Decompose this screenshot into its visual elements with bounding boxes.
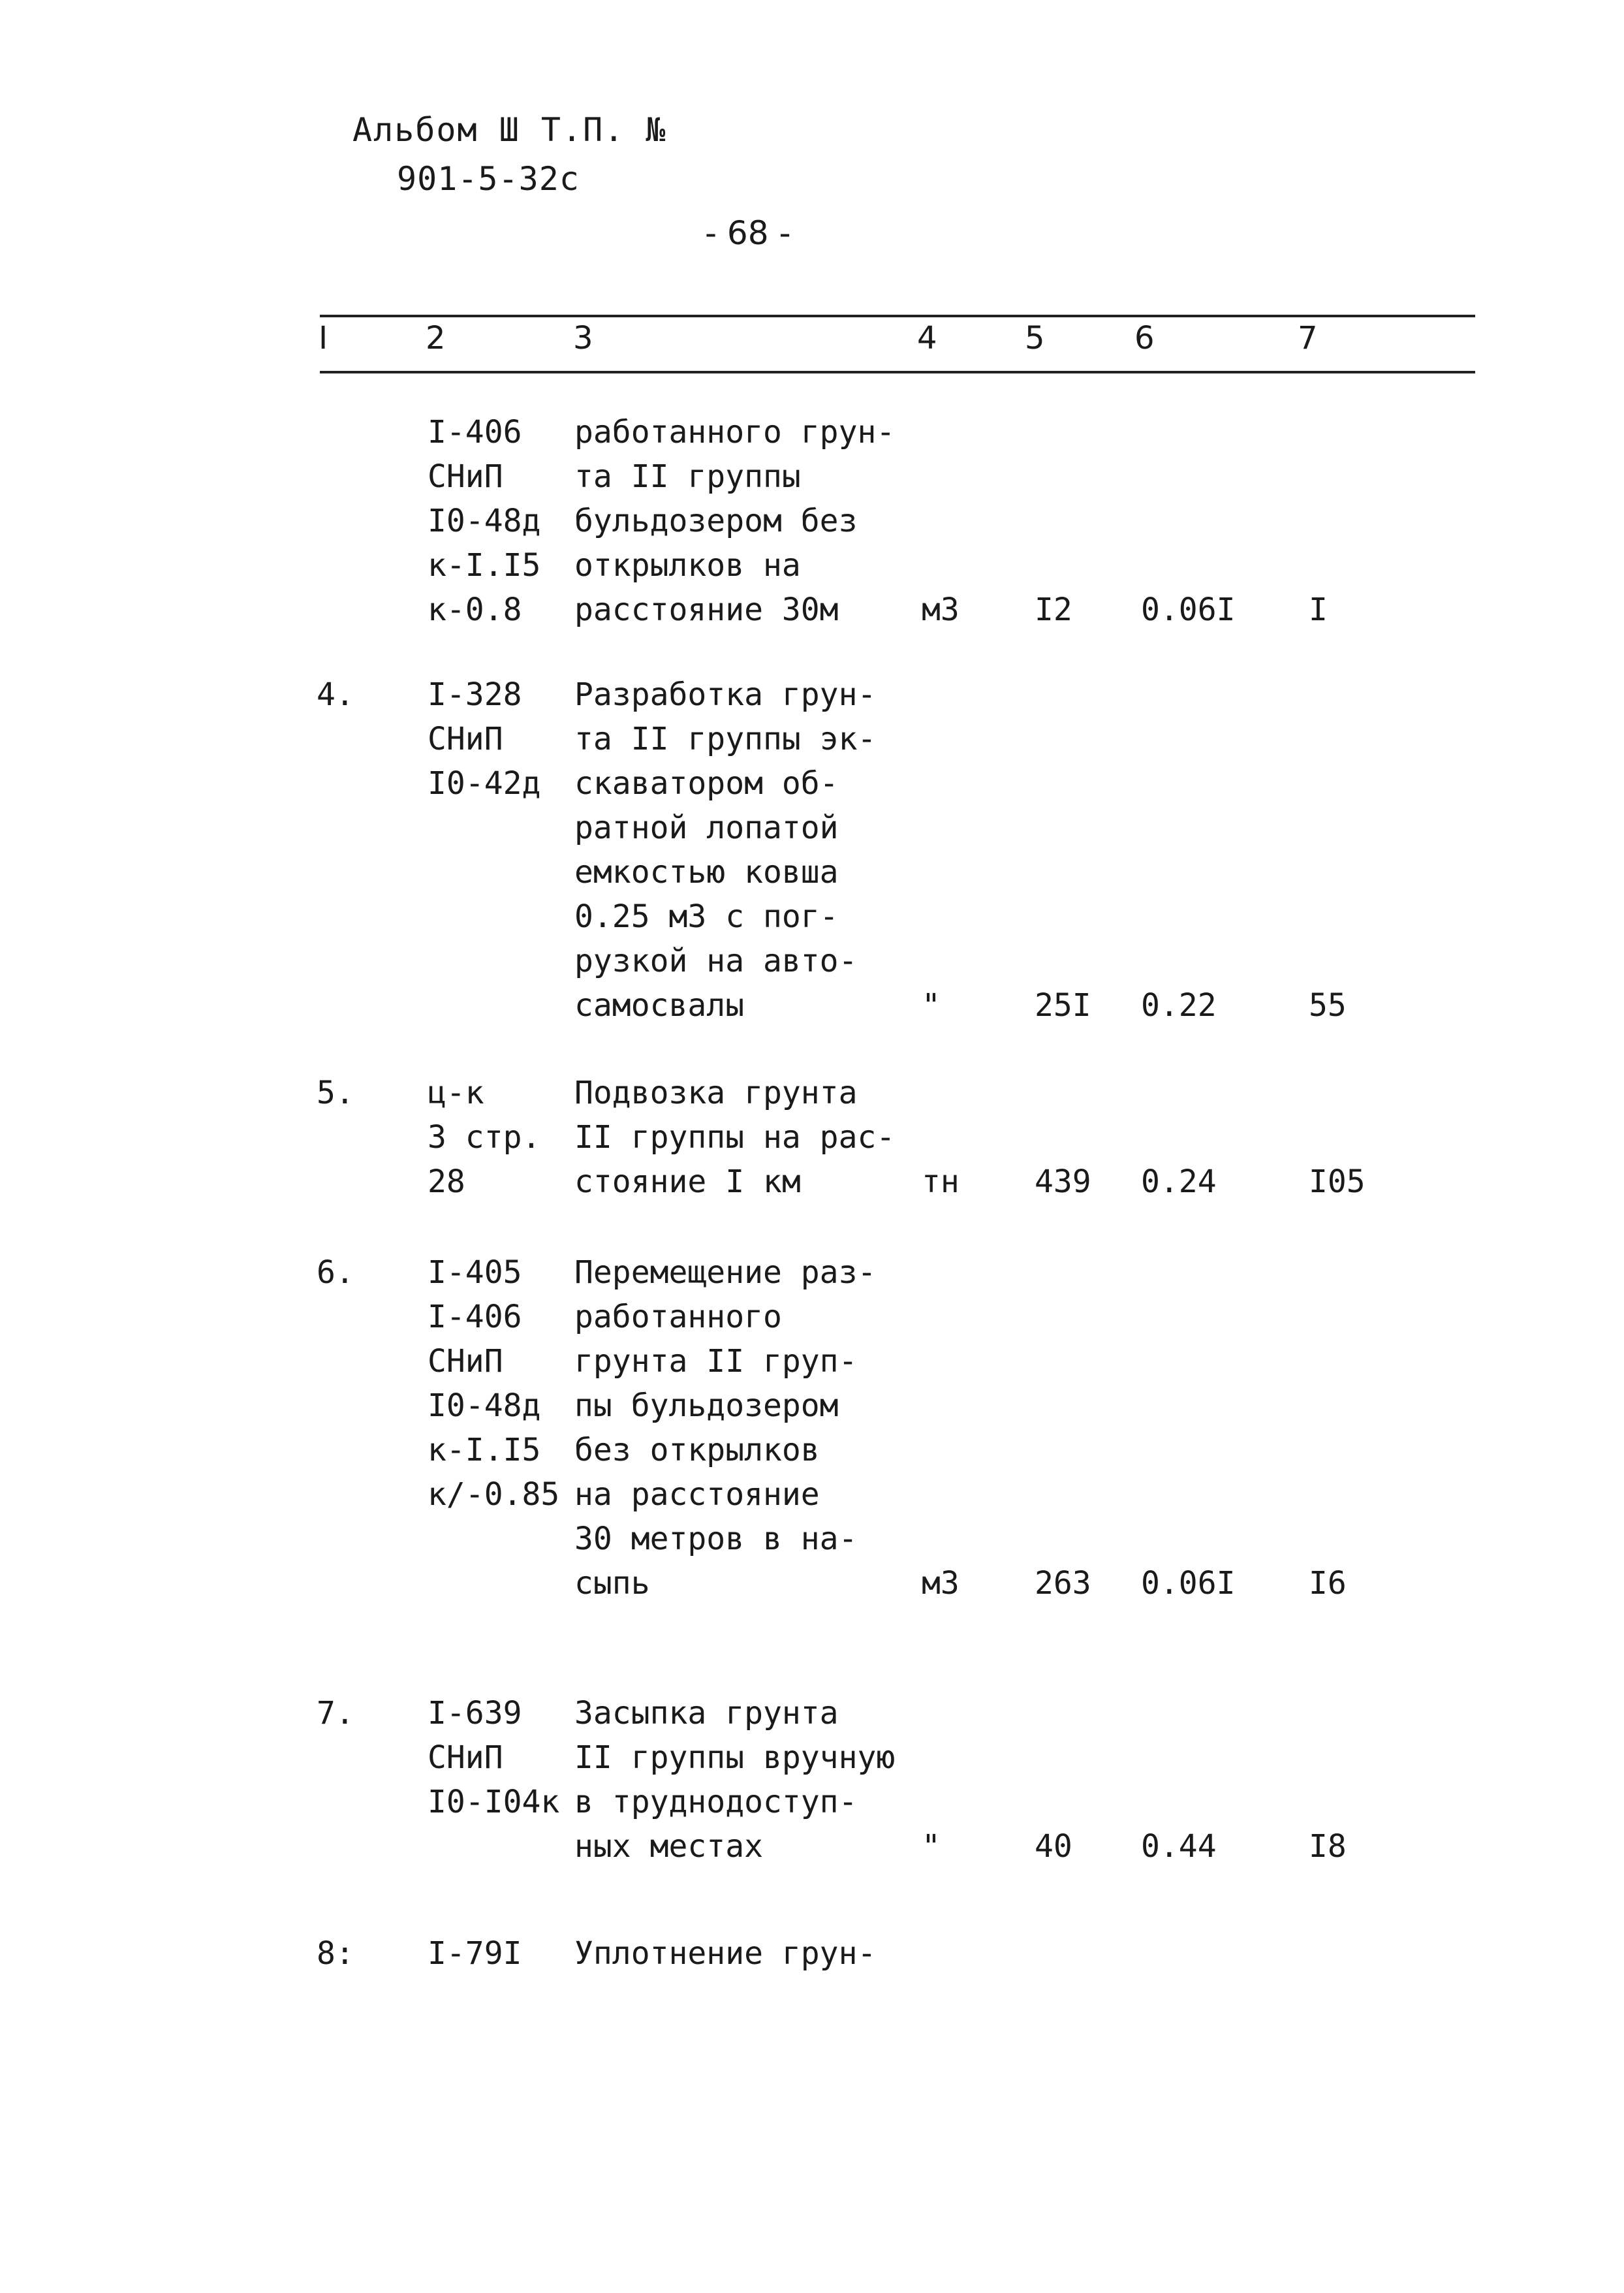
work-description-line: грунта II груп- [574,1343,858,1380]
work-description [574,1250,876,1605]
norm-reference-line: к-I.I5 [428,1432,541,1468]
work-description-line: на расстояние [574,1476,820,1513]
norm-reference-line: I-328 [428,676,522,713]
quantity-cell: I2 [1035,592,1072,628]
norm-cell: 0.22 [1141,987,1217,1024]
column-header-2: 2 [426,320,446,356]
work-description [574,1931,876,1976]
work-description-line: та II группы [574,458,801,495]
work-description-line: та II группы эк- [574,721,877,757]
work-description-line: 0.25 м3 с пог- [574,898,839,935]
total-cell: 55 [1309,987,1347,1024]
norm-cell: 0.06I [1141,592,1236,628]
work-description-line: стояние I км [574,1163,801,1200]
work-description-line: Разработка грун- [574,676,877,713]
work-description-line: открылков на [574,547,801,584]
table-top-rule [320,315,1475,317]
unit-cell: м3 [922,1565,960,1602]
column-header-7: 7 [1298,320,1318,356]
project-code: 901-5-32с [397,160,580,198]
norm-reference-line: I0-48д [428,1387,541,1424]
column-header-6: 6 [1134,320,1155,356]
work-description-line: самосвалы [574,987,745,1024]
work-description-line: сыпь [574,1565,650,1602]
total-cell: I05 [1309,1163,1366,1200]
work-description-line: рузкой на авто- [574,943,858,979]
work-description-line: бульдозером без [574,503,858,539]
norm-cell: 0.06I [1141,1565,1236,1602]
work-description-line: ных местах [574,1828,763,1865]
norm-reference-line: ц-к [428,1075,484,1111]
unit-cell: тн [922,1163,960,1200]
norm-reference-line: I-79I [428,1935,522,1972]
work-description-line: Перемещение раз- [574,1254,877,1291]
work-description-line: Подвозка грунта [574,1075,858,1111]
norm-cell: 0.44 [1141,1828,1217,1865]
work-description-line: емкостью ковша [574,854,839,891]
norm-reference-line: I0-48д [428,503,541,539]
norm-reference-line: I-405 [428,1254,522,1291]
work-description-line: Уплотнение грун- [574,1935,877,1972]
work-description-line: II группы на рас- [574,1119,896,1156]
norm-reference-line: I0-I04к [428,1784,560,1820]
column-header-3: 3 [573,320,593,356]
norm-reference-line: I0-42д [428,765,541,802]
norm-reference-line: СНиП [428,1739,503,1776]
norm-reference [428,1250,559,1517]
quantity-cell: 25I [1035,987,1091,1024]
album-title: Альбом Ш Т.П. № [352,111,667,149]
work-description-line: работанного грун- [574,414,896,451]
column-header-1: I [319,320,328,356]
quantity-cell: 263 [1035,1565,1091,1602]
work-description-line: работанного [574,1299,782,1335]
work-description-line: скаватором об- [574,765,839,802]
norm-reference [428,672,540,806]
table-header-rule [320,371,1475,373]
work-description [574,1071,895,1204]
norm-reference-line: к-0.8 [428,592,522,628]
page-number: - 68 - [705,214,791,252]
work-description [574,410,895,632]
row-number: 5. [317,1075,354,1111]
norm-reference-line: I-406 [428,414,522,451]
row-number: 7. [317,1695,354,1732]
norm-reference [428,1691,559,1824]
quantity-cell: 439 [1035,1163,1091,1200]
work-description-line: в труднодоступ- [574,1784,858,1820]
total-cell: I6 [1309,1565,1347,1602]
norm-reference [428,410,540,632]
norm-reference-line: СНиП [428,1343,503,1380]
norm-reference-line: СНиП [428,721,503,757]
norm-reference-line: к/-0.85 [428,1476,560,1513]
column-header-4: 4 [917,320,937,356]
total-cell: I8 [1309,1828,1347,1865]
work-description-line: 30 метров в на- [574,1521,858,1557]
unit-cell: " [922,987,941,1024]
norm-reference-line: СНиП [428,458,503,495]
unit-cell: " [922,1828,941,1865]
column-header-5: 5 [1025,320,1045,356]
work-description [574,672,876,1028]
work-description-line: ратной лопатой [574,810,839,846]
norm-reference [428,1071,540,1204]
norm-reference [428,1931,522,1976]
quantity-cell: 40 [1035,1828,1072,1865]
work-description-line: пы бульдозером [574,1387,839,1424]
row-number: 6. [317,1254,354,1291]
unit-cell: м3 [922,592,960,628]
row-number: 4. [317,676,354,713]
work-description-line: II группы вручную [574,1739,896,1776]
work-description-line: без открылков [574,1432,820,1468]
norm-reference-line: I-639 [428,1695,522,1732]
norm-reference-line: I-406 [428,1299,522,1335]
work-description-line: Засыпка грунта [574,1695,839,1732]
work-description-line: расстояние 30м [574,592,839,628]
work-description [574,1691,895,1869]
total-cell: I [1309,592,1328,628]
norm-reference-line: 28 [428,1163,465,1200]
row-number: 8: [317,1935,354,1972]
norm-reference-line: к-I.I5 [428,547,541,584]
norm-reference-line: 3 стр. [428,1119,541,1156]
norm-cell: 0.24 [1141,1163,1217,1200]
